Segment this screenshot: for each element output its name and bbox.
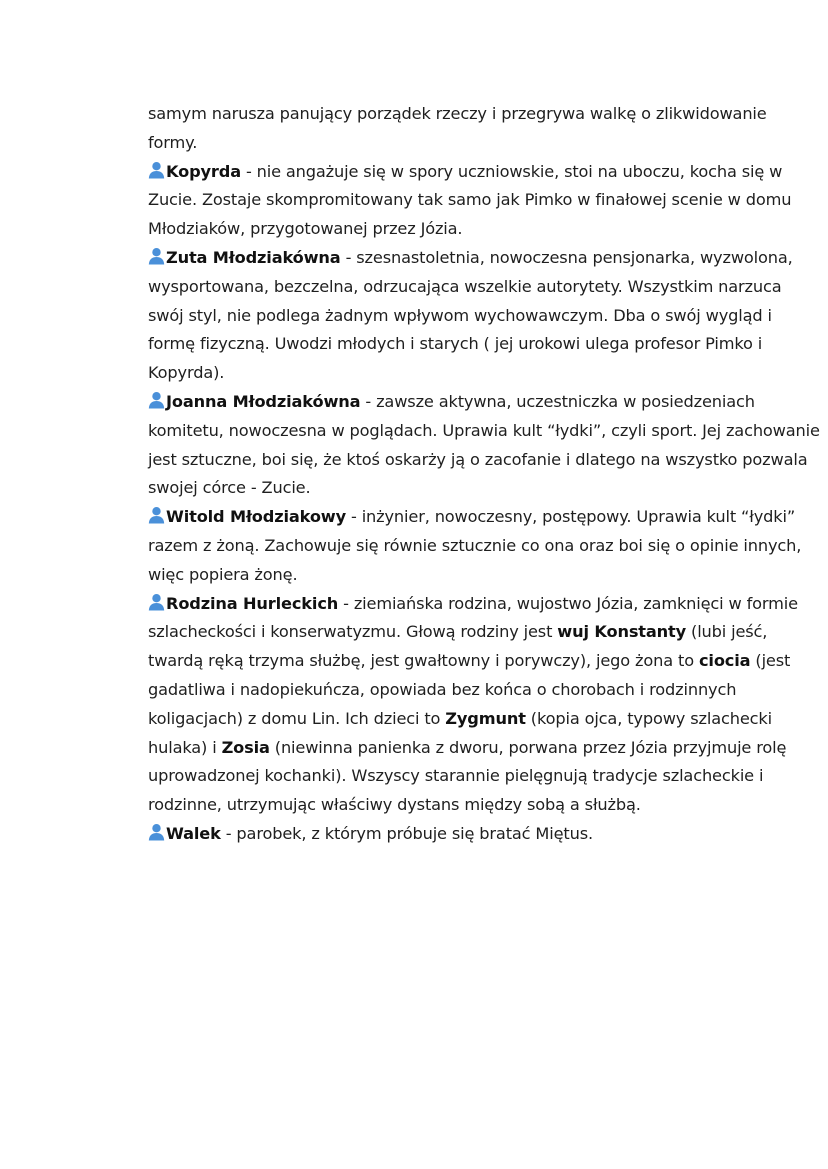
document-body [148, 100, 820, 849]
body-text: (jest gadatliwa i nadopiekuńcza, opowiada bez końca o chorobach i rodzinnych koligacjach) z domu Lin. Ich dzieci to [148, 651, 791, 728]
bold-term: Rodzina Hurleckich [166, 593, 339, 613]
bold-term: Kopyrda [166, 161, 241, 181]
person-icon [148, 391, 165, 409]
person-icon [148, 161, 165, 179]
body-text: samym narusza panujący porządek rzeczy i przegrywa walkę o zlikwidowanie formy. [148, 104, 767, 152]
body-text: - inżynier, nowoczesny, postępowy. Uprawia kult “łydki” razem z żoną. Zachowuje się równie sztucznie co ona oraz boi się o opinie innych, więc popiera żonę. [148, 507, 802, 584]
body-text: (niewinna panienka z dworu, porwana przez Józia przyjmuje rolę uprowadzonej kochanki). Wszyscy starannie pielęgnują tradycje szlacheckie i rodzinne, utrzymując właściwy dystans między sobą a służbą. [148, 737, 787, 815]
body-text: - zawsze aktywna, uczestniczka w posiedzeniach komitetu, nowoczesna w poglądach. Uprawia kult “łydki”, czyli sport. Jej zachowanie jest sztuczne, boi się, że ktoś oskarży ją o zacofanie i dlatego na wszystko pozwala swojej córce - Zucie. [148, 391, 820, 498]
bold-term: ciocia [698, 651, 751, 671]
bold-term: Zuta Młodziakówna [166, 247, 341, 267]
person-icon [148, 593, 165, 611]
bold-term: Witold Młodziakowy [166, 507, 347, 527]
paragraph-kopyrda [148, 158, 820, 244]
bold-term: wuj Konstanty [557, 622, 687, 642]
body-text: - szesnastoletnia, nowoczesna pensjonarka, wyzwolona, wysportowana, bezczelna, odrzucająca wszelkie autorytety. Wszystkim narzuca swój styl, nie podlega żadnym wpływom wychowawczym. Dba o swój wygląd i formę fizyczną. Uwodzi młodych i starych ( jej urokowi ulega profesor Pimko i Kopyrda). [148, 247, 793, 383]
bold-term: Zygmunt [445, 708, 526, 728]
bold-term: Walek [166, 823, 221, 843]
paragraph [148, 100, 820, 158]
paragraph-zuta [148, 244, 820, 388]
paragraph-walek [148, 820, 820, 849]
body-text: (kopia ojca, typowy szlachecki hulaka) i [148, 708, 772, 757]
bold-term: Zosia [221, 737, 270, 757]
person-icon [148, 823, 165, 841]
body-text: (lubi jeść, twardą ręką trzyma służbę, jest gwałtowny i porywczy), jego żona to [148, 622, 768, 671]
paragraph-hurleccy [148, 590, 820, 820]
body-text: - ziemiańska rodzina, wujostwo Józia, zamknięci w formie szlacheckości i konserwatyzmu. Głową rodziny jest [148, 593, 798, 642]
body-text: - nie angażuje się w spory uczniowskie, stoi na uboczu, kocha się w Zucie. Zostaje skompromitowany tak samo jak Pimko w finałowej scenie w domu Młodziaków, przygotowanej przez Józia. [148, 161, 792, 239]
bold-term: Joanna Młodziakówna [166, 391, 361, 411]
person-icon [148, 247, 165, 265]
body-text: - parobek, z którym próbuje się bratać Miętus. [220, 823, 593, 843]
paragraph-joanna [148, 388, 820, 503]
paragraph-witold [148, 503, 820, 589]
person-icon [148, 506, 165, 524]
